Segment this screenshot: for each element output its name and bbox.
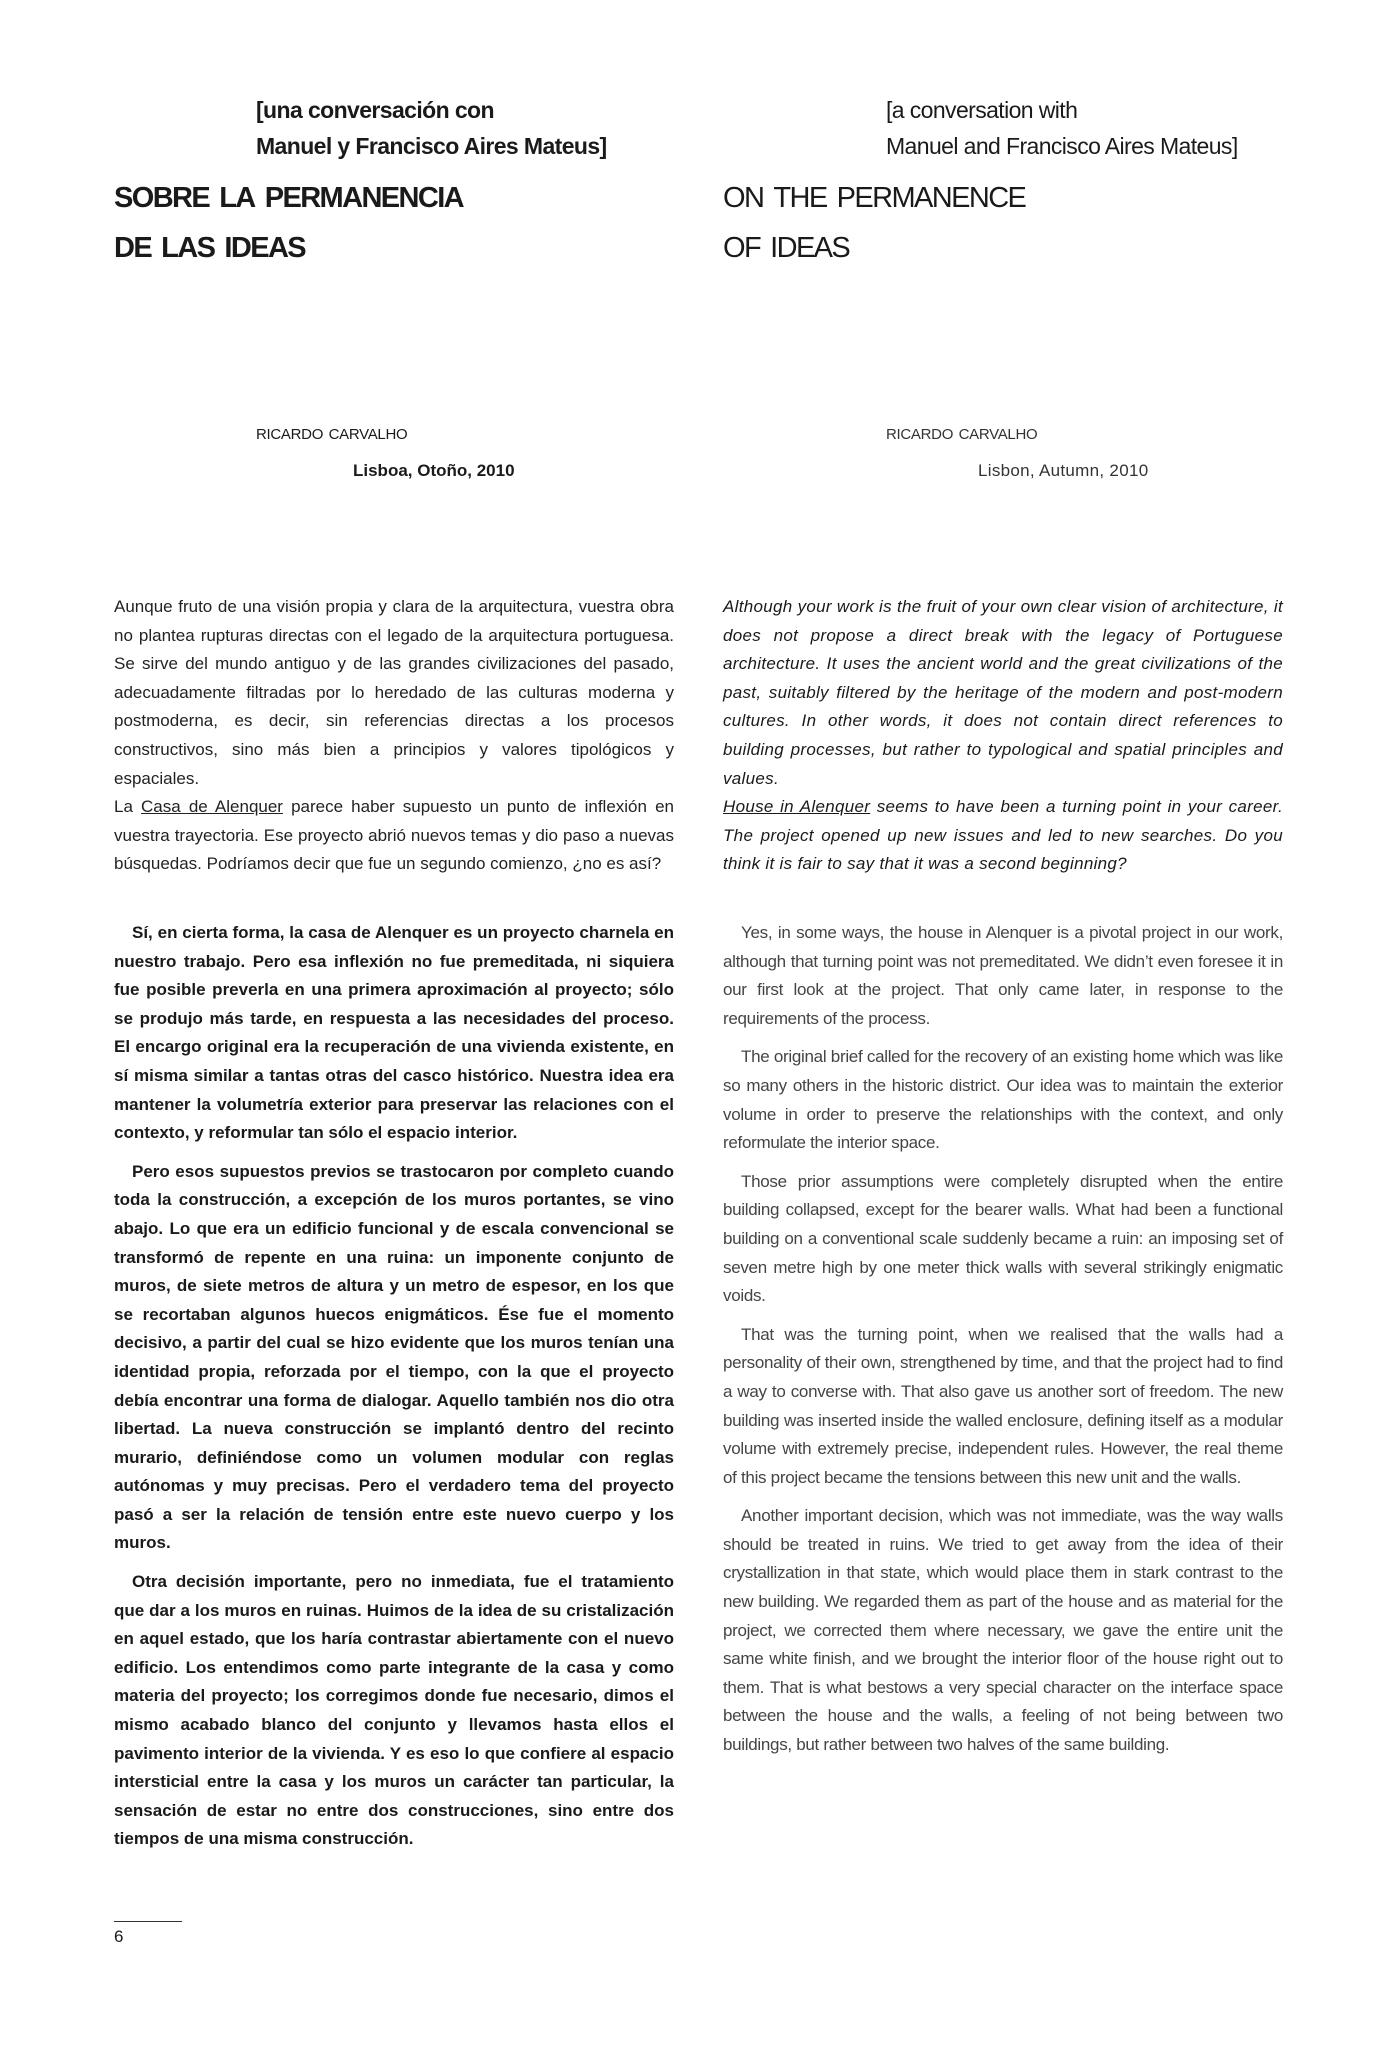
answer-spanish-p2: Pero esos supuestos previos se trastocaron por completo cuando toda la construcción, a excepción de los muros portantes, se vino abajo. Lo que era un edificio funcional y de escala convencional se transformó de repente en una ruina: un imponente conjunto de muros, de siete metros de altura y un metro de espesor, en los que se recortaban algunos huecos enigmáticos. Ése fue el momento decisivo, a partir del cual se hizo evidente que los muros tenían una identidad propia, reforzada por el tiempo, con la que el proyecto debía encontrar una forma de dialogar. Aquello también nos dio otra libertad. La nueva construcción se implantó dentro del recinto murario, definiéndose como un volumen modular con reglas autónomas y muy precisas. Pero el verdadero tema del proyecto pasó a ser la relación de tensión entre este nuevo cuerpo y los muros. bbox=[114, 1161, 674, 1553]
place-date-english: Lisbon, Autumn, 2010 bbox=[978, 461, 1149, 480]
title-english bbox=[723, 168, 1025, 268]
author-spanish: ricardo carvalho bbox=[256, 421, 408, 444]
question-english-p1: Although your work is the fruit of your own clear vision of architecture, it does not propose a direct break with the legacy of Portuguese architecture. It uses the ancient world and the great civilizations of the past, suitably filtered by the heritage of the modern and post-modern cultures. In other words, it does not contain direct references to building processes, but rather to typological and spatial principles and values. bbox=[723, 597, 1283, 788]
question-spanish-link: Casa de Alenquer bbox=[141, 797, 283, 817]
question-english-link: House in Alenquer bbox=[723, 797, 871, 817]
title-english-line2: of ideas bbox=[723, 219, 850, 266]
answer-spanish-p1: Sí, en cierta forma, la casa de Alenquer es un proyecto charnela en nuestro trabajo. Pero esa inflexión no fue premeditada, ni siquiera fue posible preverla en una primera aproximación al proyecto; sólo se produjo más tarde, en respuesta a las necesidades del proceso. El encargo original era la recuperación de una vivienda existente, en sí misma similar a tantas otras del casco histórico. Nuestra idea era mantener la volumetría exterior para preservar las relaciones con el contexto, y reformular tan sólo el espacio interior. bbox=[114, 923, 674, 1143]
author-english: ricardo carvalho bbox=[886, 421, 1038, 444]
question-spanish bbox=[114, 593, 674, 879]
subtitle-english-line2: Manuel and Francisco Aires Mateus] bbox=[886, 133, 1238, 159]
title-spanish-line2: de las ideas bbox=[114, 219, 306, 266]
answer-spanish bbox=[114, 919, 674, 1864]
answer-english-p2: The original brief called for the recovery of an existing home which was like so many others in the historic district. Our idea was to maintain the exterior volume in order to preserve the relationships with the context, and only reformulate the interior space. bbox=[723, 1047, 1283, 1153]
question-english-p2-rest: seems to have been a turning point in your career. The project opened up new issues and led to new searches. Do you think it is fair to say that it was a second beginning? bbox=[723, 797, 1284, 874]
question-spanish-p2-rest: parece haber supuesto un punto de inflexión en vuestra trayectoria. Ese proyecto abrió nuevos temas y dio paso a nuevas búsquedas. Podríamos decir que fue un segundo comienzo, ¿no es así? bbox=[114, 797, 674, 874]
title-spanish bbox=[114, 168, 463, 268]
answer-english-p4: That was the turning point, when we realised that the walls had a personality of their own, strengthened by time, and that the project had to find a way to converse with. That also gave us another sort of freedom. The new building was inserted inside the walled enclosure, defining itself as a modular volume with extremely precise, independent rules. However, the real theme of this project became the tensions between this new unit and the walls. bbox=[723, 1324, 1283, 1487]
title-english-line1: on the permanence bbox=[723, 169, 1026, 216]
subtitle-spanish-line1: [una conversación con bbox=[256, 97, 494, 123]
answer-english-p3: Those prior assumptions were completely disrupted when the entire building collapsed, except for the bearer walls. What had been a functional building on a conventional scale suddenly became a ruin: an imposing set of seven metre high by one meter thick walls with several strikingly enigmatic voids. bbox=[723, 1171, 1283, 1306]
place-date-spanish: Lisboa, Otoño, 2010 bbox=[353, 461, 515, 480]
answer-spanish-p3: Otra decisión importante, pero no inmediata, fue el tratamiento que dar a los muros en ruinas. Huimos de la idea de su cristalización en aquel estado, que los haría contrastar abiertamente con el nuevo edificio. Los entendimos como parte integrante de la casa y como materia del proyecto; los corregimos donde fue necesario, dimos el mismo acabado blanco del conjunto y llevamos hasta ellos el pavimento interior de la vivienda. Y es eso lo que confiere al espacio intersticial entre la casa y los muros un carácter tan particular, la sensación de estar no entre dos construcciones, sino entre dos tiempos de una misma construcción. bbox=[114, 1572, 674, 1849]
answer-english-p1: Yes, in some ways, the house in Alenquer is a pivotal project in our work, although that turning point was not premeditated. We didn’t even foresee it in our first look at the project. That only came later, in response to the requirements of the process. bbox=[723, 923, 1283, 1028]
question-english bbox=[723, 593, 1283, 879]
question-spanish-p2 bbox=[114, 793, 674, 879]
answer-english-p5: Another important decision, which was not immediate, was the way walls should be treated in ruins. We tried to get away from the idea of their crystallization in that state, which would place them in stark contrast to the new building. We regarded them as part of the house and as material for the project, we corrected them where necessary, we gave the entire unit the same white finish, and we brought the interior floor of the house right out to them. That is what bestows a very special character on the interface space between the house and the walls, a feeling of not being between two buildings, but rather between two halves of the same building. bbox=[723, 1506, 1283, 1755]
question-spanish-p2-prefix: La bbox=[114, 797, 142, 817]
title-spanish-line1: sobre la permanencia bbox=[114, 169, 464, 216]
answer-english bbox=[723, 919, 1283, 1770]
subtitle-spanish bbox=[256, 92, 607, 164]
subtitle-spanish-line2: Manuel y Francisco Aires Mateus] bbox=[256, 133, 607, 159]
question-english-p2 bbox=[723, 793, 1283, 879]
subtitle-english bbox=[886, 92, 1238, 164]
subtitle-english-line1: [a conversation with bbox=[886, 97, 1078, 123]
footer-rule bbox=[114, 1921, 182, 1922]
page-number: 6 bbox=[114, 1927, 124, 1946]
question-spanish-p1: Aunque fruto de una visión propia y clara de la arquitectura, vuestra obra no plantea rupturas directas con el legado de la arquitectura portuguesa. Se sirve del mundo antiguo y de las grandes civilizaciones del pasado, adecuadamente filtradas por lo heredado de las culturas moderna y postmoderna, es decir, sin referencias directas a los procesos constructivos, sino más bien a principios y valores tipológicos y espaciales. bbox=[114, 597, 674, 788]
